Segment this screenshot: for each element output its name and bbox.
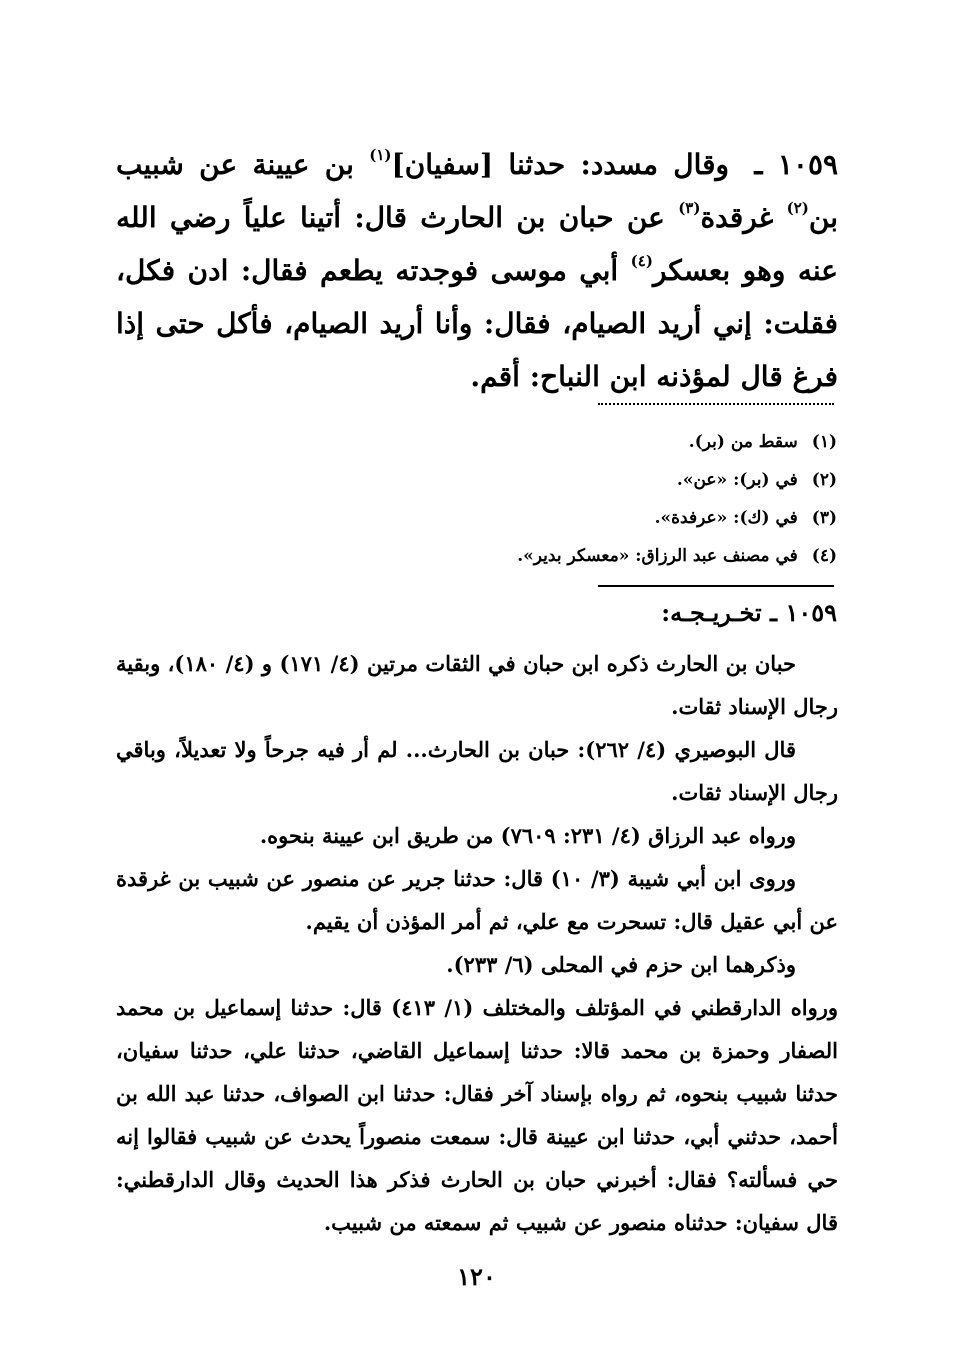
footnote-item <box>117 423 837 461</box>
hadith-text-part: بن عيينة عن شبيب بن <box>116 148 838 234</box>
section-divider <box>598 585 834 587</box>
dotted-divider <box>598 403 834 405</box>
footnote-ref[interactable]: (١) <box>369 146 392 164</box>
takhrij-paragraph: ورواه عبد الرزاق (٤/ ٢٣١: ٧٦٠٩) من طريق ابن عيينة بنحوه. <box>259 823 796 848</box>
hadith-text-part: أبي موسى فوجدته يطعم فقال: ادن فكل، فقلت: إني أريد الصيام، فقال: وأنا أريد الصيام، فأكل حتى إذا فرغ قال لمؤذنه ابن النباح: أقم. <box>116 254 838 393</box>
takhrij-heading: ١٠٥٩ ـ تخـريـجـه: <box>661 598 837 627</box>
footnote-number: (٣) <box>811 508 837 528</box>
footnote-item <box>117 499 837 537</box>
footnote-number: (٢) <box>811 470 837 490</box>
page-number: ١٢٠ <box>457 1262 496 1291</box>
hadith-text-part: غرقدة <box>700 201 787 234</box>
takhrij-paragraph: حبان بن الحارث ذكره ابن حبان في الثقات مرتين (٤/ ١٧١) و (٤/ ١٨٠)، وبقية رجال الإسناد ثقات. <box>116 651 838 719</box>
footnote-number: (٤) <box>811 546 837 566</box>
footnote-text: في مصنف عبد الرزاق: «معسكر بدير». <box>517 546 798 566</box>
takhrij-paragraph: وذكرهما ابن حزم في المحلى (٦/ ٢٣٣). <box>446 952 796 977</box>
hadith-text-part: وقال مسدد: حدثنا [سفيان] <box>391 148 730 181</box>
footnotes-list <box>117 423 837 575</box>
footnote-number: (١) <box>811 432 837 452</box>
footnote-text: في (بر): «عن». <box>676 470 798 490</box>
hadith-number: ١٠٥٩ ـ <box>754 148 839 181</box>
footnote-item <box>117 461 837 499</box>
hadith-text-part: عن حبان بن الحارث قال: أتينا علياً رضي الله عنه وهو بعسكر <box>116 201 838 287</box>
takhrij-paragraph: ورواه الدارقطني في المؤتلف والمختلف (١/ ٤١٣) قال: حدثنا إسماعيل بن محمد الصفار وحمزة بن محمد قالا: حدثنا إسماعيل القاضي، حدثنا علي، حدثنا سفيان، حدثنا شبيب بنحوه، ثم رواه بإسناد آخر فقال: حدثنا ابن الصواف، حدثنا عبد الله بن أحمد، حدثني أبي، حدثنا ابن عيينة قال: سمعت منصوراً يحدث عن شبيب فقالوا إنه حي فسألته؟ فقال: أخبرني حبان بن الحارث فذكر هذا الحديث وقال الدارقطني: قال سفيان: حدثناه منصور عن شبيب ثم سمعته من شبيب. <box>116 995 838 1235</box>
takhrij-body <box>116 642 838 1244</box>
footnote-ref[interactable]: (٢) <box>786 199 809 217</box>
footnote-ref[interactable]: (٤) <box>630 252 653 270</box>
footnote-text: سقط من (بر). <box>688 432 798 452</box>
footnote-text: في (ك): «عرفدة». <box>654 508 798 528</box>
takhrij-paragraph: قال البوصيري (٤/ ٢٦٢): حبان بن الحارث... لم أر فيه جرحاً ولا تعديلاً، وباقي رجال الإسناد ثقات. <box>116 737 838 805</box>
footnote-ref[interactable]: (٣) <box>678 199 701 217</box>
hadith-text <box>116 138 838 403</box>
takhrij-paragraph: وروى ابن أبي شيبة (٣/ ١٠) قال: حدثنا جرير عن منصور عن شبيب بن غرقدة عن أبي عقيل قال: تسحرت مع علي، ثم أمر المؤذن أن يقيم. <box>116 866 838 934</box>
footnote-item <box>117 537 837 575</box>
